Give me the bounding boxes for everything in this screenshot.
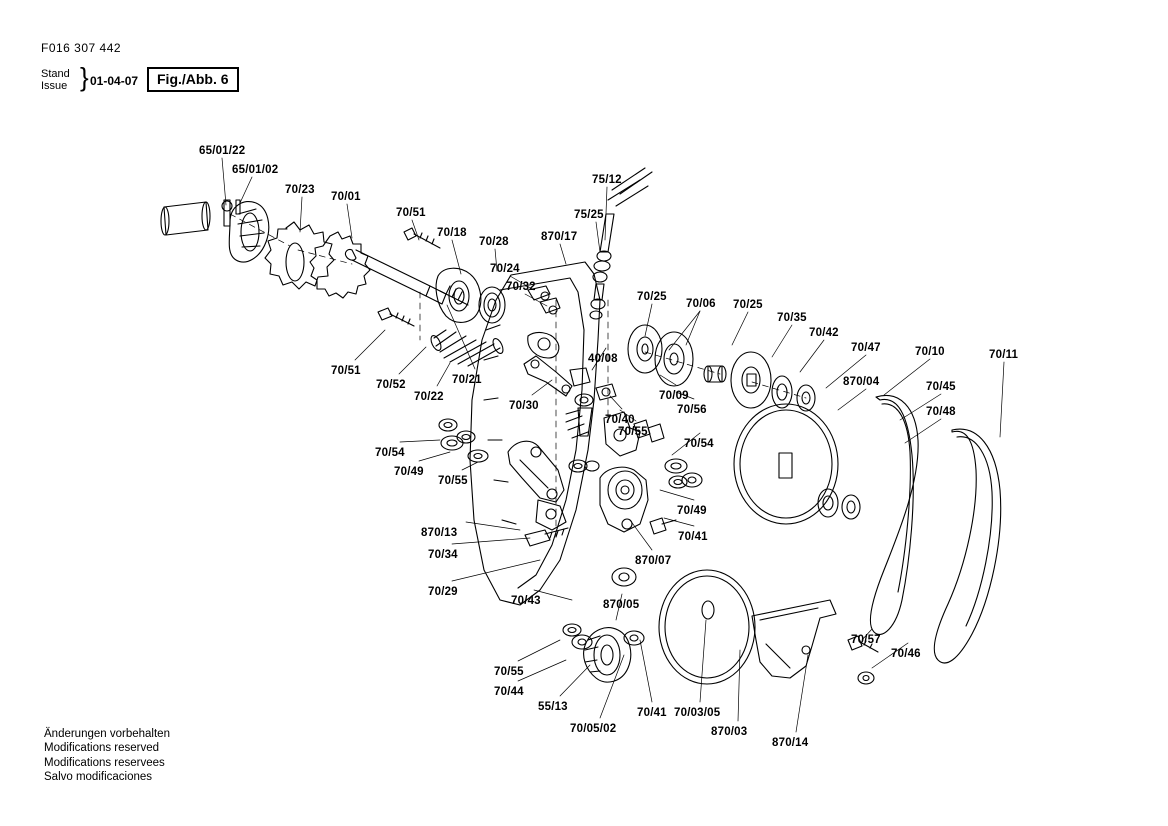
callout-label: 70/23 [285,184,315,196]
callout-label: 70/51 [396,207,426,219]
callout-label: 870/05 [603,599,640,611]
brace-glyph: } [80,62,89,92]
callout-label: 70/56 [677,404,707,416]
callout-label: 870/13 [421,527,458,539]
callout-label: 70/06 [686,298,716,310]
callout-label: 70/41 [637,707,667,719]
callout-label: 70/10 [915,346,945,358]
callout-label: 70/44 [494,686,524,698]
issue-date: 01-04-07 [90,74,139,88]
callout-label: 70/43 [511,595,541,607]
callout-label: 70/25 [733,299,763,311]
footer-line-fr: Modifications reservees [44,756,165,769]
callout-label: 70/49 [394,466,424,478]
callout-label: 870/17 [541,231,578,243]
footer-disclaimer [44,727,170,785]
callout-label: 70/34 [428,549,458,561]
callout-label: 70/52 [376,379,406,391]
callout-label: 70/49 [677,505,707,517]
callout-label: 70/54 [375,447,405,459]
callout-label: 70/55 [618,426,648,438]
issue-label: Issue [41,80,68,92]
callout-label: 870/07 [635,555,672,567]
callout-label: 70/01 [331,191,361,203]
callout-label: 70/18 [437,227,467,239]
footer-line-en: Modifications reserved [44,742,160,755]
callout-label: 70/51 [331,365,361,377]
callout-label: 70/40 [605,414,635,426]
callout-label: 70/22 [414,391,444,403]
callout-label: 70/29 [428,586,458,598]
callout-label: 70/05/02 [570,723,617,735]
footer-line-es: Salvo modificaciones [44,771,153,784]
callout-label: 70/35 [777,312,807,324]
callout-label: 70/28 [479,236,509,248]
callout-label: 70/30 [509,400,539,412]
callout-label: 65/01/02 [232,164,279,176]
callout-label: 70/25 [637,291,667,303]
callout-label: 870/04 [843,376,880,388]
callout-label: 870/03 [711,726,748,738]
callout-label: 70/46 [891,648,921,660]
callout-label: 70/55 [438,475,468,487]
figure-badge: Fig./Abb. 6 [147,67,239,92]
callout-label: 70/03/05 [674,707,721,719]
callout-label: 70/21 [452,374,482,386]
part-code: F016 307 442 [41,41,122,55]
callout-label: 70/32 [506,281,536,293]
callout-label: 70/24 [490,263,520,275]
stand-label: Stand [41,68,70,80]
callout-label: 40/08 [588,353,618,365]
callout-label: 55/13 [538,701,568,713]
callout-label: 70/09 [659,390,689,402]
callout-label: 65/01/22 [199,145,246,157]
callout-label: 70/45 [926,381,956,393]
callout-label: 870/14 [772,737,809,749]
callout-label: 70/54 [684,438,714,450]
footer-line-de: Änderungen vorbehalten [44,728,170,740]
callout-label: 70/47 [851,342,881,354]
callout-label: 70/42 [809,327,839,339]
callout-label: 75/25 [574,209,604,221]
callout-label: 70/48 [926,406,956,418]
callout-label: 70/57 [851,634,881,646]
callout-label: 70/11 [989,349,1019,361]
callout-label: 70/41 [678,531,708,543]
callout-label: 70/55 [494,666,524,678]
callout-label: 75/12 [592,174,622,186]
